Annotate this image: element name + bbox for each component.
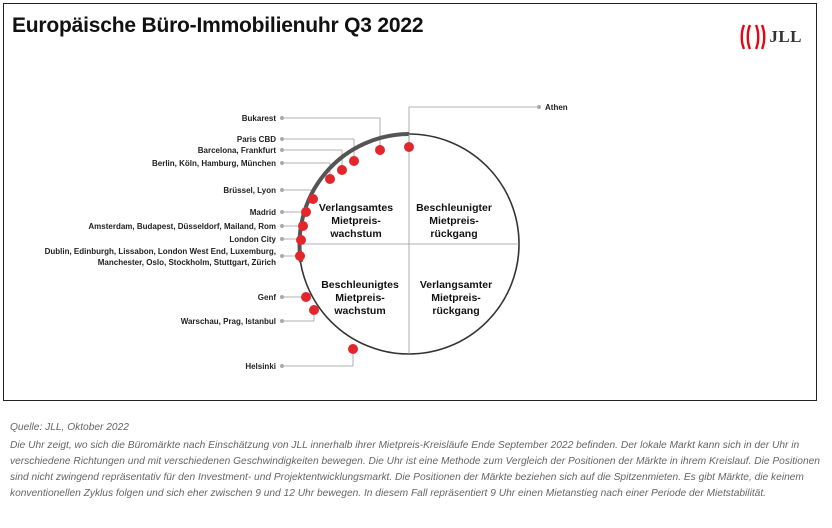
quadrant-bottom-left xyxy=(321,279,399,317)
leader-dot xyxy=(280,210,284,214)
caption-text: Die Uhr zeigt, wo sich die Büromärkte nach Einschätzung von JLL innerhalb ihrer Mietpreis-Kreisläufe Ende September 2022 befinden. Der lokale Markt kann sich in der Uhr in verschiedene Richtungen und mit verschiedenen Geschwindigkeiten bewegen. Die Uhr ist eine Methode zum Vergleich der Positionen der Märkte in ihrem Kreislauf. Die Positionen sind nicht zwingend repräsentativ für den Investment- und Projektentwicklungsmarkt. Die Positionen der Märkte beziehen sich auf die Spitzenmieten. Es gibt Märkte, die keinem konventionellen Zyklus folgen und sich eher zwischen 9 und 12 Uhr bewegen. In diesem Fall repräsentiert 9 Uhr einen Mietanstieg nach einer Periode der Mietstabilität. xyxy=(10,440,820,499)
svg-text:wachstum: wachstum xyxy=(330,228,382,240)
svg-text:rückgang: rückgang xyxy=(432,305,480,317)
leader-dot xyxy=(280,161,284,165)
svg-text:Mietpreis-: Mietpreis- xyxy=(331,215,381,227)
market-dot-bukarest xyxy=(375,145,385,155)
market-dot-athen xyxy=(404,142,414,152)
leader-dot xyxy=(280,116,284,120)
market-dot-helsinki xyxy=(348,344,358,354)
svg-text:Beschleunigter: Beschleunigter xyxy=(416,202,492,214)
market-label-genf: Genf xyxy=(257,293,276,302)
svg-text:Verlangsamtes: Verlangsamtes xyxy=(318,202,394,214)
leader-dot xyxy=(537,105,541,109)
leader-dot xyxy=(280,254,284,258)
market-label-barcelona: Barcelona, Frankfurt xyxy=(197,146,276,155)
quadrant-top-left xyxy=(319,202,393,240)
market-dot-dublin xyxy=(295,251,305,261)
market-dot-genf xyxy=(301,292,311,302)
leader-dot xyxy=(280,364,284,368)
svg-text:Verlangsamter: Verlangsamter xyxy=(419,279,493,291)
svg-text:Beschleunigtes: Beschleunigtes xyxy=(321,279,399,291)
svg-text:Mietpreis-: Mietpreis- xyxy=(431,292,481,304)
market-label-bukarest: Bukarest xyxy=(241,114,276,123)
quadrant-top-right xyxy=(416,202,492,240)
leader-dot xyxy=(280,295,284,299)
market-label-athen: Athen xyxy=(545,103,568,112)
leader-dot xyxy=(280,237,284,241)
svg-text:rückgang: rückgang xyxy=(430,228,478,240)
chart-frame xyxy=(3,3,817,401)
market-dot-barcelona xyxy=(337,165,347,175)
leader-dot xyxy=(280,188,284,192)
figure-caption xyxy=(10,420,822,502)
caption-source: Quelle: JLL, Oktober 2022 xyxy=(10,422,129,433)
market-dots xyxy=(295,142,414,354)
market-label-madrid: Madrid xyxy=(249,208,276,217)
market-dot-london-city xyxy=(296,235,306,245)
market-label-amsterdam: Amsterdam, Budapest, Düsseldorf, Mailand, Rom xyxy=(88,222,276,231)
quadrant-bottom-right xyxy=(420,279,492,317)
leader-dot xyxy=(280,148,284,152)
svg-text:Mietpreis-: Mietpreis- xyxy=(429,215,479,227)
market-label-bruessel: Brüssel, Lyon xyxy=(223,186,276,195)
chart-title: Europäische Büro-Immobilienuhr Q3 2022 xyxy=(12,14,424,37)
market-dot-warschau xyxy=(309,305,319,315)
market-label-helsinki: Helsinki xyxy=(245,362,276,371)
svg-text:wachstum: wachstum xyxy=(334,305,386,317)
jll-logo-text: JLL xyxy=(769,27,802,46)
leader-dot xyxy=(280,224,284,228)
market-dot-berlin xyxy=(325,174,335,184)
market-label-dublin-line1: Dublin, Edinburgh, Lissabon, London West End, Luxemburg, xyxy=(44,247,276,256)
market-label-paris: Paris CBD xyxy=(236,135,276,144)
market-dot-bruessel xyxy=(308,194,318,204)
property-clock xyxy=(4,4,816,400)
leader-dot xyxy=(280,319,284,323)
market-label-dublin-line2: Manchester, Oslo, Stockholm, Stuttgart, Zürich xyxy=(97,258,276,267)
market-dot-amsterdam xyxy=(298,221,308,231)
market-dot-madrid xyxy=(301,207,311,217)
market-label-berlin: Berlin, Köln, Hamburg, München xyxy=(151,159,276,168)
market-label-london-city: London City xyxy=(229,235,276,244)
svg-text:Mietpreis-: Mietpreis- xyxy=(335,292,385,304)
market-label-warschau: Warschau, Prag, Istanbul xyxy=(180,317,276,326)
market-dot-paris xyxy=(349,156,359,166)
leader-dot xyxy=(280,137,284,141)
